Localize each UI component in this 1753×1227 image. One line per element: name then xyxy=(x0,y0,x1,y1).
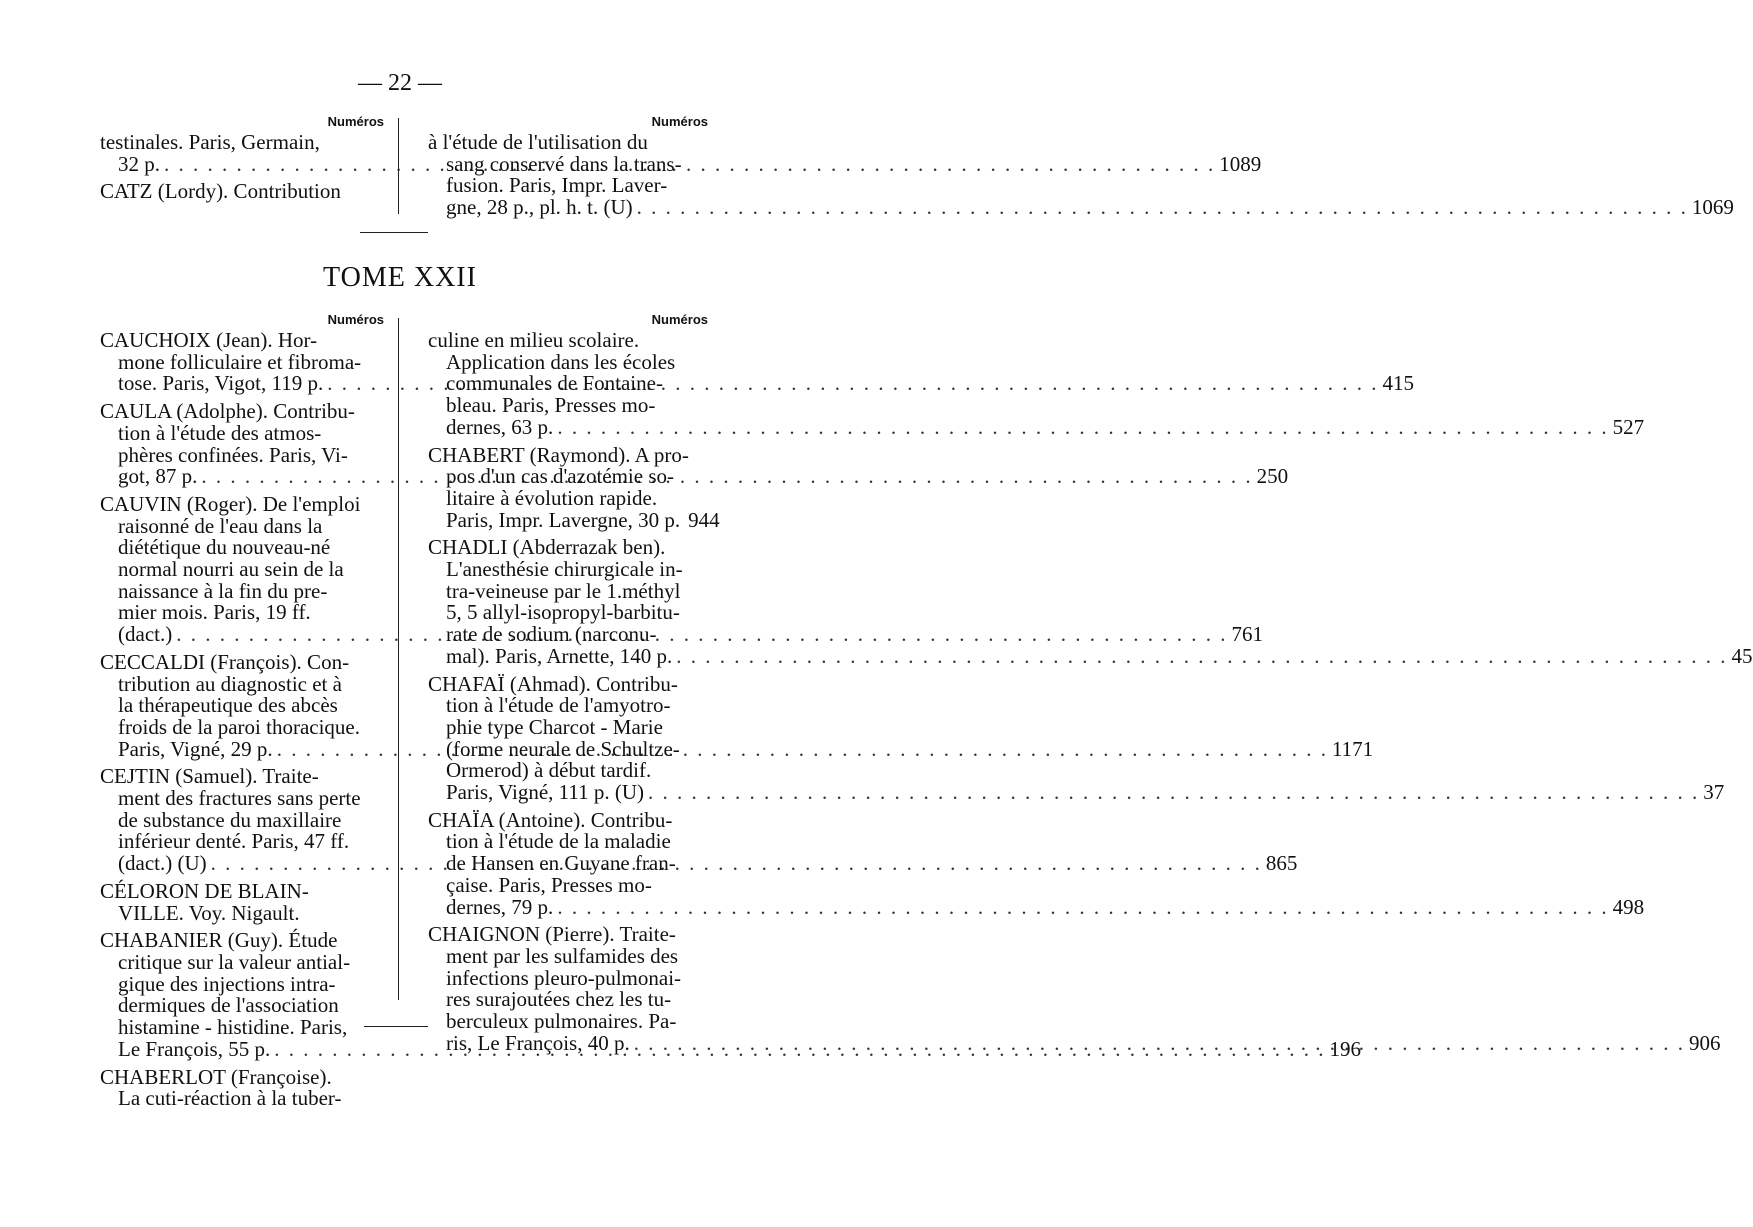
entry-line: CAUVIN (Roger). De l'emploi xyxy=(100,491,361,516)
entry-line: à l'étude de l'utilisation du xyxy=(428,130,648,154)
entry-line: CHADLI (Abderrazak ben). xyxy=(428,535,666,560)
numeros-header: Numéros xyxy=(327,114,384,129)
entry-number: 865 xyxy=(1265,851,1298,876)
entry-line: CHABERT (Raymond). A pro- xyxy=(428,442,689,467)
entry-line: gne, 28 p., pl. h. t. (U) xyxy=(446,195,633,220)
entry-line: ris, Le François, 40 p. xyxy=(446,1030,630,1055)
entry-line: dernes, 79 p. xyxy=(446,894,554,919)
entry-line: infections pleuro-pulmonai- xyxy=(446,965,682,990)
entry-number: 1171 xyxy=(1331,736,1374,761)
entry-line: got, 87 p. xyxy=(118,464,198,489)
entry-line: pos d'un cas d'azotémie so- xyxy=(446,464,675,489)
dot-leader xyxy=(637,197,1688,219)
entry-line: (dact.) (U) xyxy=(118,851,207,876)
numeros-header: Numéros xyxy=(651,114,708,129)
entry-line: mal). Paris, Arnette, 140 p. xyxy=(446,643,673,668)
entry-line: La cuti-réaction à la tuber- xyxy=(118,1086,342,1111)
page-number: — 22 — xyxy=(358,70,442,96)
entry-line: CEJTIN (Samuel). Traite- xyxy=(100,764,319,789)
entry-line: la thérapeutique des abcès xyxy=(118,693,338,718)
entry-number: 1069 xyxy=(1691,195,1734,220)
entry-line: inférieur denté. Paris, 47 ff. xyxy=(118,829,350,854)
entry-line: CHAÏA (Antoine). Contribu- xyxy=(428,807,673,832)
bottom-rule xyxy=(364,1026,428,1027)
entry-line: CHABERLOT (Françoise). xyxy=(100,1064,332,1089)
entry-number: 37 xyxy=(1703,780,1725,805)
entry-line: culine en milieu scolaire. xyxy=(428,328,640,352)
entry-line: sang conservé dans la trans- xyxy=(446,151,682,176)
entry-line: CAUCHOIX (Jean). Hor- xyxy=(100,328,318,352)
entry-line: mier mois. Paris, 19 ff. xyxy=(118,600,311,625)
entry-line: normal nourri au sein de la xyxy=(118,557,344,582)
entry-number: 527 xyxy=(1612,414,1645,439)
entry-line: fusion. Paris, Impr. Laver- xyxy=(446,173,668,198)
entry-line: tion à l'étude des atmos- xyxy=(118,420,322,445)
entry-line: ment par les sulfamides des xyxy=(446,943,679,968)
dot-leader xyxy=(557,897,1608,919)
entry-line: CHABANIER (Guy). Étude xyxy=(100,928,338,953)
entry-line: L'anesthésie chirurgicale in- xyxy=(446,557,683,582)
dot-leader xyxy=(557,417,1608,439)
entry-line: rate de sodium (narconu- xyxy=(446,622,657,647)
entry-number: 906 xyxy=(1688,1030,1721,1055)
section-rule xyxy=(360,232,428,233)
entry-line: Paris, Vigné, 29 p. xyxy=(118,736,273,761)
entry-line: phie type Charcot - Marie xyxy=(446,714,663,739)
bibliography-entry xyxy=(100,181,384,203)
entry-number: 196 xyxy=(1329,1036,1361,1061)
entry-line: ment des fractures sans perte xyxy=(118,786,361,811)
entry-line: froids de la paroi thoracique. xyxy=(118,714,360,739)
entry-line: phères confinées. Paris, Vi- xyxy=(118,442,348,467)
entry-line: bleau. Paris, Presses mo- xyxy=(446,393,656,418)
entry-line: diététique du nouveau-né xyxy=(118,535,331,560)
dot-leader xyxy=(676,646,1727,668)
entry-line: res surajoutées chez les tu- xyxy=(446,987,672,1012)
entry-line: CECCALDI (François). Con- xyxy=(100,649,350,674)
entry-line: tra-veineuse par le 1.méthyl xyxy=(446,578,681,603)
column-divider xyxy=(398,318,399,1000)
numeros-header: Numéros xyxy=(327,312,384,327)
column-divider xyxy=(398,118,399,214)
entry-line: 32 p. xyxy=(118,151,160,176)
bibliography-entry xyxy=(428,442,720,532)
entry-line: Paris, Impr. Lavergne, 30 p. xyxy=(446,507,681,532)
entry-line: tion à l'étude de la maladie xyxy=(446,829,671,854)
entry-line: VILLE. Voy. Nigault. xyxy=(118,900,300,925)
entry-line: dernes, 63 p. xyxy=(446,414,554,439)
numeros-header: Numéros xyxy=(651,312,708,327)
entry-line: CHAFAÏ (Ahmad). Contribu- xyxy=(428,671,678,696)
entry-line: raisonné de l'eau dans la xyxy=(118,513,323,538)
entry-line: Application dans les écoles xyxy=(446,349,676,374)
section-title: TOME XXII xyxy=(323,262,477,293)
entry-line: berculeux pulmonaires. Pa- xyxy=(446,1009,677,1034)
entry-line: mone folliculaire et fibroma- xyxy=(118,349,362,374)
entry-number: 1089 xyxy=(1219,151,1262,176)
entry-number: 250 xyxy=(1256,464,1289,489)
entry-line: de substance du maxillaire xyxy=(118,807,342,832)
entry-line: CHAIGNON (Pierre). Traite- xyxy=(428,922,676,947)
entry-line: çaise. Paris, Presses mo- xyxy=(446,872,652,897)
entry-number: 761 xyxy=(1231,622,1263,647)
entry-line: CATZ (Lordy). Contribution xyxy=(100,179,341,204)
bibliography-entry xyxy=(100,1064,384,1111)
entry-line: 5, 5 allyl-isopropyl-barbitu- xyxy=(446,600,680,625)
entry-number: 944 xyxy=(688,507,720,532)
entry-line: dermiques de l'association xyxy=(118,993,339,1018)
entry-number: 45 xyxy=(1731,643,1753,668)
entry-line: Le François, 55 p. xyxy=(118,1036,271,1061)
entry-number: 498 xyxy=(1612,894,1645,919)
entry-line: litaire à évolution rapide. xyxy=(446,485,658,510)
entry-line: tribution au diagnostic et à xyxy=(118,671,342,696)
entry-line: critique sur la valeur antial- xyxy=(118,949,351,974)
entry-line: tose. Paris, Vigot, 119 p. xyxy=(118,371,324,396)
dot-leader xyxy=(634,1033,1685,1055)
dot-leader xyxy=(201,466,1252,488)
entry-line: communales de Fontaine- xyxy=(446,371,663,396)
dot-leader xyxy=(211,853,1262,875)
bibliography-entry xyxy=(100,878,384,925)
entry-line: (dact.) xyxy=(118,622,173,647)
entry-line: tion à l'étude de l'amyotro- xyxy=(446,693,671,718)
entry-line: Ormerod) à début tardif. xyxy=(446,758,652,783)
entry-line: histamine - histidine. Paris, xyxy=(118,1015,348,1040)
entry-line: naissance à la fin du pre- xyxy=(118,578,328,603)
entry-line: CÉLORON DE BLAIN- xyxy=(100,878,309,903)
entry-line: (forme neurale de Schultze- xyxy=(446,736,680,761)
entry-line: CAULA (Adolphe). Contribu- xyxy=(100,399,355,424)
entry-number: 415 xyxy=(1382,371,1414,396)
entry-line: Paris, Vigné, 111 p. (U) xyxy=(446,780,645,805)
entry-line: testinales. Paris, Germain, xyxy=(100,130,320,154)
entry-line: de Hansen en Guyane fran- xyxy=(446,851,676,876)
dot-leader xyxy=(648,782,1699,804)
entry-line: gique des injections intra- xyxy=(118,971,336,996)
